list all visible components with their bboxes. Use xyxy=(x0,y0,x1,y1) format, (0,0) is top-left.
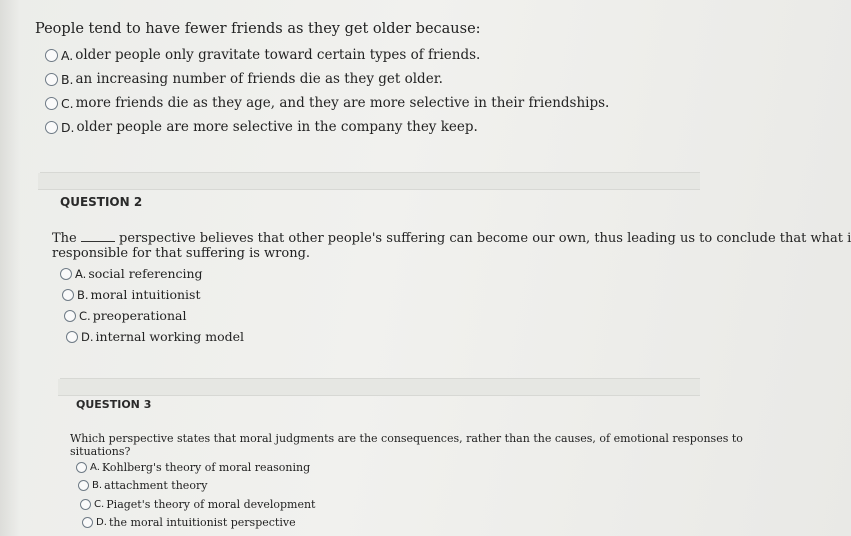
question1-option-d[interactable] xyxy=(45,119,478,135)
option-letter: B. xyxy=(61,71,74,87)
option-letter: A. xyxy=(75,266,87,281)
question3-stem: Which perspective states that moral judgments are the consequences, rather than the causes, of emotional responses to xyxy=(70,432,743,445)
question1-option-c[interactable] xyxy=(45,95,609,111)
question2-option-a[interactable] xyxy=(60,266,203,281)
option-letter: B. xyxy=(92,480,103,491)
radio-button[interactable] xyxy=(80,499,91,510)
option-letter: A. xyxy=(90,462,100,473)
question3-option-a[interactable] xyxy=(76,461,310,474)
question3-option-b[interactable] xyxy=(78,479,207,492)
option-letter: D. xyxy=(96,517,107,528)
section-band xyxy=(38,173,700,189)
radio-button[interactable] xyxy=(78,480,89,491)
radio-button[interactable] xyxy=(62,289,74,301)
radio-button[interactable] xyxy=(64,310,76,322)
radio-button[interactable] xyxy=(76,462,87,473)
stem-text: perspective believes that other people's suffering can become our own, thus leading us to conclude that what i xyxy=(119,231,851,246)
question2-option-d[interactable] xyxy=(66,329,244,344)
question2-stem-line2: responsible for that suffering is wrong. xyxy=(52,246,311,261)
question3-option-d[interactable] xyxy=(82,516,296,529)
option-letter: A. xyxy=(61,47,74,63)
divider xyxy=(38,189,700,190)
radio-button[interactable] xyxy=(66,331,78,343)
option-text: internal working model xyxy=(95,329,245,344)
question2-title: QUESTION 2 xyxy=(60,195,143,209)
question1-option-b[interactable] xyxy=(45,71,443,87)
stem-text: The xyxy=(52,231,77,246)
divider xyxy=(58,395,700,396)
option-text: the moral intuitionist perspective xyxy=(109,516,296,529)
option-text: attachment theory xyxy=(104,479,208,492)
question1-option-a[interactable] xyxy=(45,47,480,63)
option-letter: D. xyxy=(61,119,75,135)
option-text: Piaget's theory of moral development xyxy=(106,498,316,511)
option-letter: D. xyxy=(81,329,94,344)
question3-title: QUESTION 3 xyxy=(76,398,152,411)
option-text: more friends die as they age, and they are more selective in their friendships. xyxy=(75,95,610,111)
radio-button[interactable] xyxy=(45,97,58,110)
option-text: preoperational xyxy=(92,308,187,323)
question1-stem: People tend to have fewer friends as they get older because: xyxy=(35,21,481,37)
radio-button[interactable] xyxy=(60,268,72,280)
option-letter: C. xyxy=(94,499,105,510)
option-letter: C. xyxy=(79,308,91,323)
option-letter: B. xyxy=(77,287,89,302)
page-edge-shadow xyxy=(0,0,20,536)
question2-option-c[interactable] xyxy=(64,308,186,323)
option-text: social referencing xyxy=(88,266,203,281)
radio-button[interactable] xyxy=(45,49,58,62)
radio-button[interactable] xyxy=(45,121,58,134)
option-text: an increasing number of friends die as they get older. xyxy=(75,71,443,87)
question2-option-b[interactable] xyxy=(62,287,200,302)
option-text: older people only gravitate toward certain types of friends. xyxy=(75,47,481,63)
question2-stem xyxy=(52,230,851,246)
radio-button[interactable] xyxy=(45,73,58,86)
question3-option-c[interactable] xyxy=(80,498,315,511)
radio-button[interactable] xyxy=(82,517,93,528)
option-text: moral intuitionist xyxy=(90,287,201,302)
fill-in-blank xyxy=(81,230,115,242)
option-letter: C. xyxy=(61,95,74,111)
section-band xyxy=(58,379,700,395)
option-text: older people are more selective in the company they keep. xyxy=(76,119,478,135)
question3-stem-line2: situations? xyxy=(70,445,131,458)
option-text: Kohlberg's theory of moral reasoning xyxy=(101,461,311,474)
